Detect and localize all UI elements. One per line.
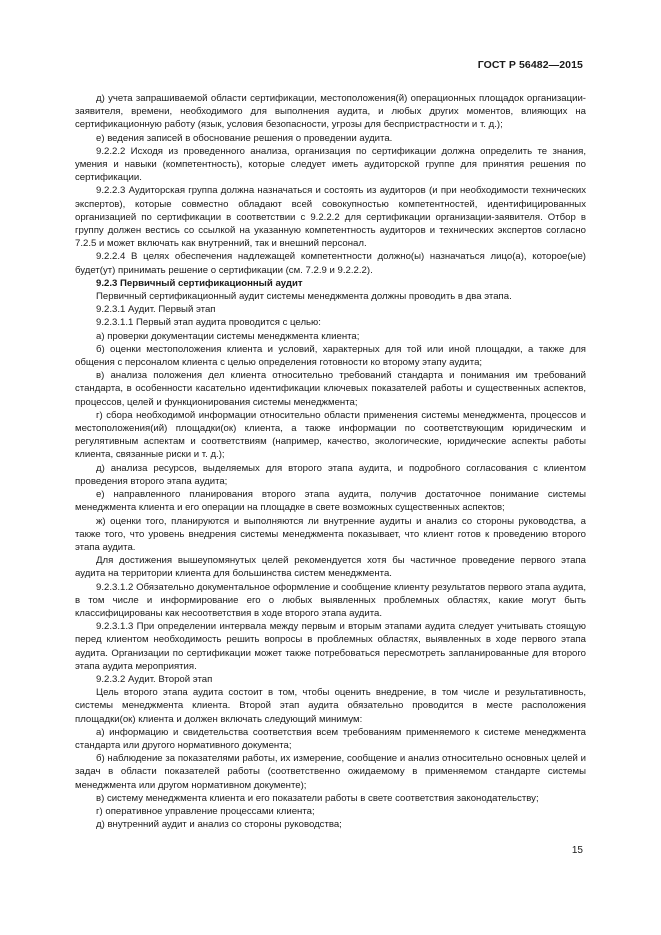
page-number: 15 (571, 845, 583, 856)
body-paragraph: б) оценки местоположения клиента и условий, характерных для той или иной площадки, а также для общения с персоналом клиента с целью определения готовности ко второму этапу аудита; (75, 343, 586, 369)
body-paragraph: в) систему менеджмента клиента и его показатели работы в свете соответствия законодательству; (96, 792, 539, 804)
body-paragraph: д) внутренний аудит и анализ со стороны руководства; (96, 819, 342, 831)
section-heading: 9.2.3 Первичный сертификационный аудит (96, 277, 303, 289)
body-paragraph: 9.2.3.1.1 Первый этап аудита проводится с целью: (96, 317, 321, 329)
body-paragraph: 9.2.3.1.3 При определении интервала между первым и вторым этапами аудита следует учитывать стоящую перед клиентом необходимость решить вопросы в проблемных областях, выявленных в ходе первого этапа аудита. Организации по сертификации может также потребоваться пересмотреть запланированные для второго этапа аудита мероприятия. (75, 621, 586, 672)
body-paragraph: ж) оценки того, планируются и выполняются ли внутренние аудиты и анализ со стороны руководства, а также того, что уровень внедрения системы менеджмента показывает, что клиент готов к проведению второго этапа аудита. (75, 515, 586, 553)
body-paragraph: 9.2.3.2 Аудит. Второй этап (96, 673, 213, 685)
body-paragraph: г) оперативное управление процессами клиента; (96, 805, 315, 817)
body-paragraph: в) анализа положения дел клиента относительно требований стандарта и понимания им требований стандарта, в особенности касательно идентификации ключевых показателей работы и существенных аспектов, процессов, целей и функционирования системы менеджмента; (75, 370, 586, 408)
body-paragraph: 9.2.2.3 Аудиторская группа должна назначаться и состоять из аудиторов (и при необходимости технических экспертов), которые совместно обладают всей совокупностью компетентностей, идентифицированных организацией по сертификации в соответствии с 9.2.2.2 для сертификации организации-заявителя. Отбор в группу должен вестись со ссылкой на указанную компетентность аудиторов и технических экспертов согласно 7.2.5 и может включать как внутренний, так и внешний персонал. (75, 185, 586, 250)
body-paragraph: е) ведения записей в обоснование решения о проведении аудита. (96, 132, 393, 144)
body-paragraph: д) учета запрашиваемой области сертификации, местоположения(й) операционных площадок организации-заявителя, времени, необходимого для выполнения аудита, и любых других моментов, влияющих на сертификационную работу (язык, условия безопасности, угрозы для беспристрастности и т. д.); (75, 93, 586, 131)
document-body (75, 92, 586, 831)
body-paragraph: а) информацию и свидетельства соответствия всем требованиям применяемого к системе менеджмента стандарта или другого нормативного документа; (75, 726, 586, 751)
body-paragraph: 9.2.3.1.2 Обязательно документальное оформление и сообщение клиенту результатов первого этапа аудита, в том числе и информирование его о любых выявленных проблемных областях, какие могут быть классифицированы как несоответствия в ходе второго этапа аудита. (75, 581, 586, 619)
body-paragraph: д) анализа ресурсов, выделяемых для второго этапа аудита, и подробного согласования с клиентом проведения второго этапа аудита; (75, 462, 586, 487)
body-paragraph: а) проверки документации системы менеджмента клиента; (96, 330, 360, 342)
body-paragraph: 9.2.3.1 Аудит. Первый этап (96, 304, 216, 316)
body-paragraph: б) наблюдение за показателями работы, их измерение, сообщение и анализ относительно основных целей и задач в области показателей работы (соответственно ожидаемому в применяемом стандарте системы менеджмента или другом нормативном документе); (75, 753, 586, 791)
body-paragraph: Для достижения вышеупомянутых целей рекомендуется хотя бы частичное проведение первого этапа аудита на территории клиента для большинства систем менеджмента. (75, 555, 586, 580)
body-paragraph: г) сбора необходимой информации относительно области применения системы менеджмента, процессов и местоположения(ий) площадки(ок) клиента, а также информации по соответствующим юридическим и регулятивным аспектам и соответствиям (например, качество, экологические, юридические аспекты работы клиента, связанные риски и т. д.); (75, 409, 586, 461)
body-paragraph: Первичный сертификационный аудит системы менеджмента должны проводить в два этапа. (96, 291, 512, 303)
body-paragraph: 9.2.2.2 Исходя из проведенного анализа, организация по сертификации должна определить те знания, умения и навыки (компетентность), которые следует иметь аудиторской группе для принятия решения по сертификации. (75, 145, 586, 184)
body-paragraph: е) направленного планирования второго этапа аудита, получив достаточное понимание системы менеджмента клиента и его операции на площадке в свете возможных существенных аспектов; (75, 489, 586, 514)
body-paragraph: Цель второго этапа аудита состоит в том, чтобы оценить внедрение, в том числе и результативность, системы менеджмента клиента. Второй этап аудита обязательно проводится в месте расположения площадки(ок) клиента и должен включать следующий минимум: (75, 687, 586, 725)
body-paragraph: 9.2.2.4 В целях обеспечения надлежащей компетентности должно(ы) назначаться лицо(а), которое(ые) будет(ут) принимать решение о сертификации (см. 7.2.9 и 9.2.2.2). (75, 251, 586, 276)
document-header-id: ГОСТ Р 56482—2015 (477, 59, 583, 71)
